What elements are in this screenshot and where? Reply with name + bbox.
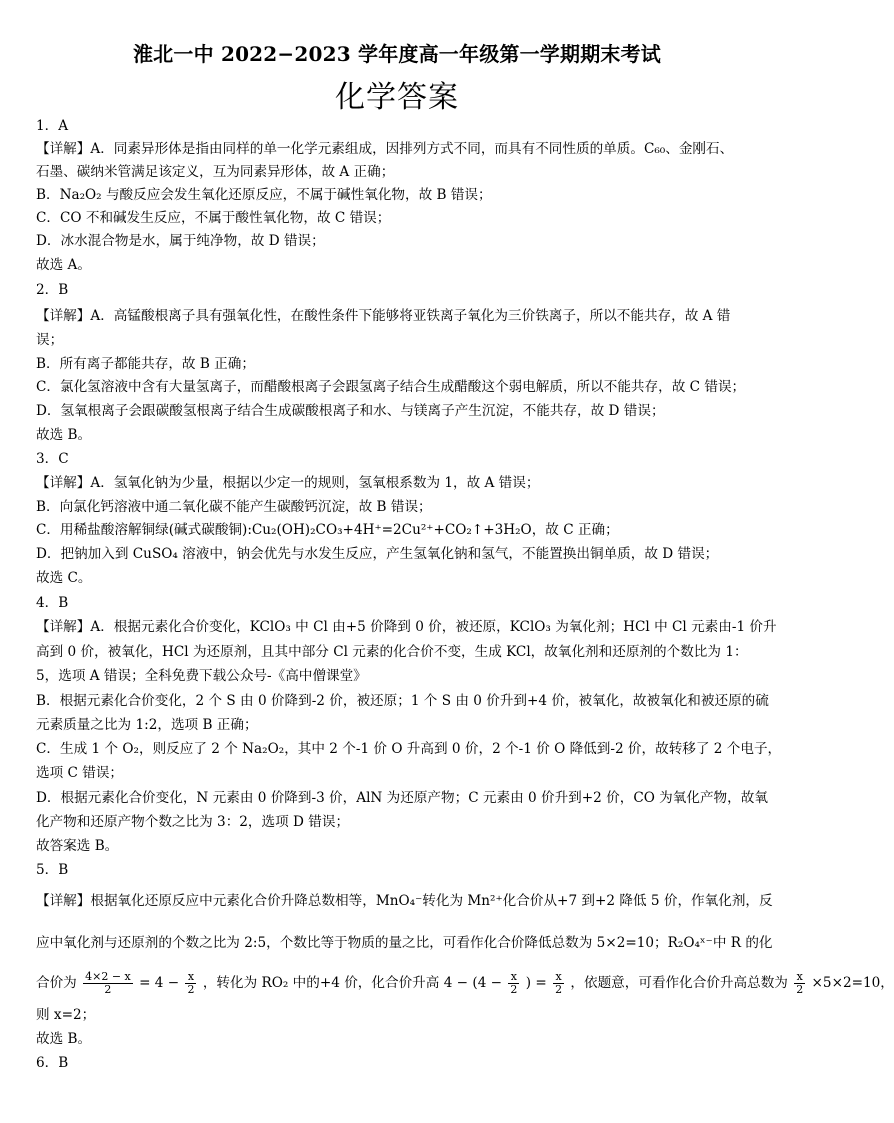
fraction-numerator: x (794, 971, 805, 984)
fraction-numerator: x (185, 971, 196, 984)
answer-line: 1．A (36, 118, 69, 134)
exam-title: 淮北一中 2022−2023 学年度高一年级第一学期期末考试 (132, 42, 661, 66)
fraction-denominator: 2 (187, 983, 195, 996)
formula-text: ) = (525, 975, 547, 991)
answer-line: 故选 B。 (36, 427, 92, 443)
fraction (794, 971, 805, 996)
formula-text: 合价为 (36, 975, 77, 991)
answer-line: 选项 C 错误； (36, 765, 124, 781)
fraction-denominator: 2 (510, 983, 518, 996)
answer-line: C．生成 1 个 O₂，则反应了 2 个 Na₂O₂，其中 2 个-1 价 O 升高到 0 价，2 个-1 价 O 降低到-2 价，故转移了 2 个电子， (36, 741, 782, 757)
answer-line: 3．C (36, 451, 69, 467)
answer-line: 【详解】A．高锰酸根离子具有强氧化性，在酸性条件下能够将亚铁离子氧化为三价铁离子，所以不能共存，故 A 错 (36, 308, 731, 324)
answer-line: 化产物和还原产物个数之比为 3：2，选项 D 错误； (36, 814, 350, 830)
answer-line: 应中氧化剂与还原剂的个数之比为 2:5，个数比等于物质的量之比，可看作化合价降低总数为 5×2=10；R₂O₄ˣ⁻中 R 的化 (36, 935, 773, 951)
answer-line: 故选 B。 (36, 1031, 92, 1047)
fraction (553, 971, 564, 996)
answer-line: 石墨、碳纳米管满足该定义，互为同素异形体，故 A 正确； (36, 164, 395, 180)
formula-text: ，转化为 RO₂ 中的+4 价，化合价升高 (202, 975, 440, 991)
answer-line: 4．B (36, 595, 69, 611)
answer-line: 【详解】A．根据元素化合价变化，KClO₃ 中 Cl 由+5 价降到 0 价，被还原，KClO₃ 为氧化剂；HCl 中 Cl 元素由-1 价升 (36, 619, 777, 635)
answer-heading: 化学答案 (335, 80, 459, 115)
fraction-denominator: 2 (555, 983, 563, 996)
answer-line: B．Na₂O₂ 与酸反应会发生氧化还原反应，不属于碱性氧化物，故 B 错误； (36, 187, 492, 203)
answer-line: C．氯化氢溶液中含有大量氢离子，而醋酸根离子会跟氢离子结合生成醋酸这个弱电解质，所以不能共存，故 C 错误； (36, 379, 746, 395)
formula-text: ×5×2=10， (811, 975, 894, 991)
fraction-numerator: 4×2 − x (85, 970, 131, 983)
answer-line: 【详解】根据氧化还原反应中元素化合价升降总数相等，MnO₄⁻转化为 Mn²⁺化合价从+7 到+2 降低 5 价，作氧化剂，反 (36, 893, 773, 909)
answer-line: D．氢氧根离子会跟碳酸氢根离子结合生成碳酸根离子和水、与镁离子产生沉淀，不能共存，故 D 错误； (36, 403, 665, 419)
formula-line (36, 966, 894, 1000)
fraction-denominator: 2 (104, 983, 112, 996)
fraction-denominator: 2 (796, 983, 804, 996)
answer-line: 故答案选 B。 (36, 838, 119, 854)
fraction (185, 971, 196, 996)
formula-text: = 4 − (139, 975, 180, 991)
answer-line: B．向氯化钙溶液中通二氧化碳不能产生碳酸钙沉淀，故 B 错误； (36, 499, 432, 515)
answer-line: D．冰水混合物是水，属于纯净物，故 D 错误； (36, 233, 325, 249)
answer-line: 6．B (36, 1055, 69, 1071)
answer-line: D．把钠加入到 CuSO₄ 溶液中，钠会优先与水发生反应，产生氢氧化钠和氢气，不能置换出铜单质，故 D 错误； (36, 546, 719, 562)
answer-line: 【详解】A．氢氧化钠为少量，根据以少定一的规则，氢氧根系数为 1，故 A 错误； (36, 475, 540, 491)
answer-line: 元素质量之比为 1:2，选项 B 正确； (36, 717, 258, 733)
answer-line: D．根据元素化合价变化，N 元素由 0 价降到-3 价，AlN 为还原产物；C 元素由 0 价升到+2 价，CO 为氧化产物，故氧 (36, 790, 768, 806)
answer-line: 2．B (36, 282, 69, 298)
answer-line: 5．B (36, 862, 69, 878)
formula-text: ，依题意，可看作化合价升高总数为 (570, 975, 788, 991)
answer-line: 故选 A。 (36, 257, 91, 273)
answer-line: 误； (36, 332, 64, 348)
answer-line: 【详解】A．同素异形体是指由同样的单一化学元素组成，因排列方式不同，而具有不同性质的单质。C₆₀、金刚石、 (36, 141, 734, 157)
formula-text: 4 − (4 − (443, 975, 503, 991)
answer-line: 则 x=2； (36, 1007, 96, 1023)
answer-line: B．所有离子都能共存，故 B 正确； (36, 356, 255, 372)
answer-line: C．用稀盐酸溶解铜绿(碱式碳酸铜):Cu₂(OH)₂CO₃+4H⁺=2Cu²⁺+CO₂↑+3H₂O，故 C 正确； (36, 522, 619, 538)
answer-line: 5，选项 A 错误；全科免费下载公众号-《高中僧课堂》 (36, 668, 367, 684)
fraction-numerator: x (508, 971, 519, 984)
fraction (83, 971, 133, 996)
answer-line: C．CO 不和碱发生反应，不属于酸性氧化物，故 C 错误； (36, 210, 391, 226)
answer-line: B．根据元素化合价变化，2 个 S 由 0 价降到-2 价，被还原；1 个 S 由 0 价升到+4 价，被氧化，故被氧化和被还原的硫 (36, 693, 769, 709)
fraction (508, 971, 519, 996)
answer-line: 高到 0 价，被氧化，HCl 为还原剂，且其中部分 Cl 元素的化合价不变，生成 KCl，故氧化剂和还原剂的个数比为 1： (36, 644, 748, 660)
fraction-numerator: x (553, 971, 564, 984)
answer-line: 故选 C。 (36, 570, 92, 586)
